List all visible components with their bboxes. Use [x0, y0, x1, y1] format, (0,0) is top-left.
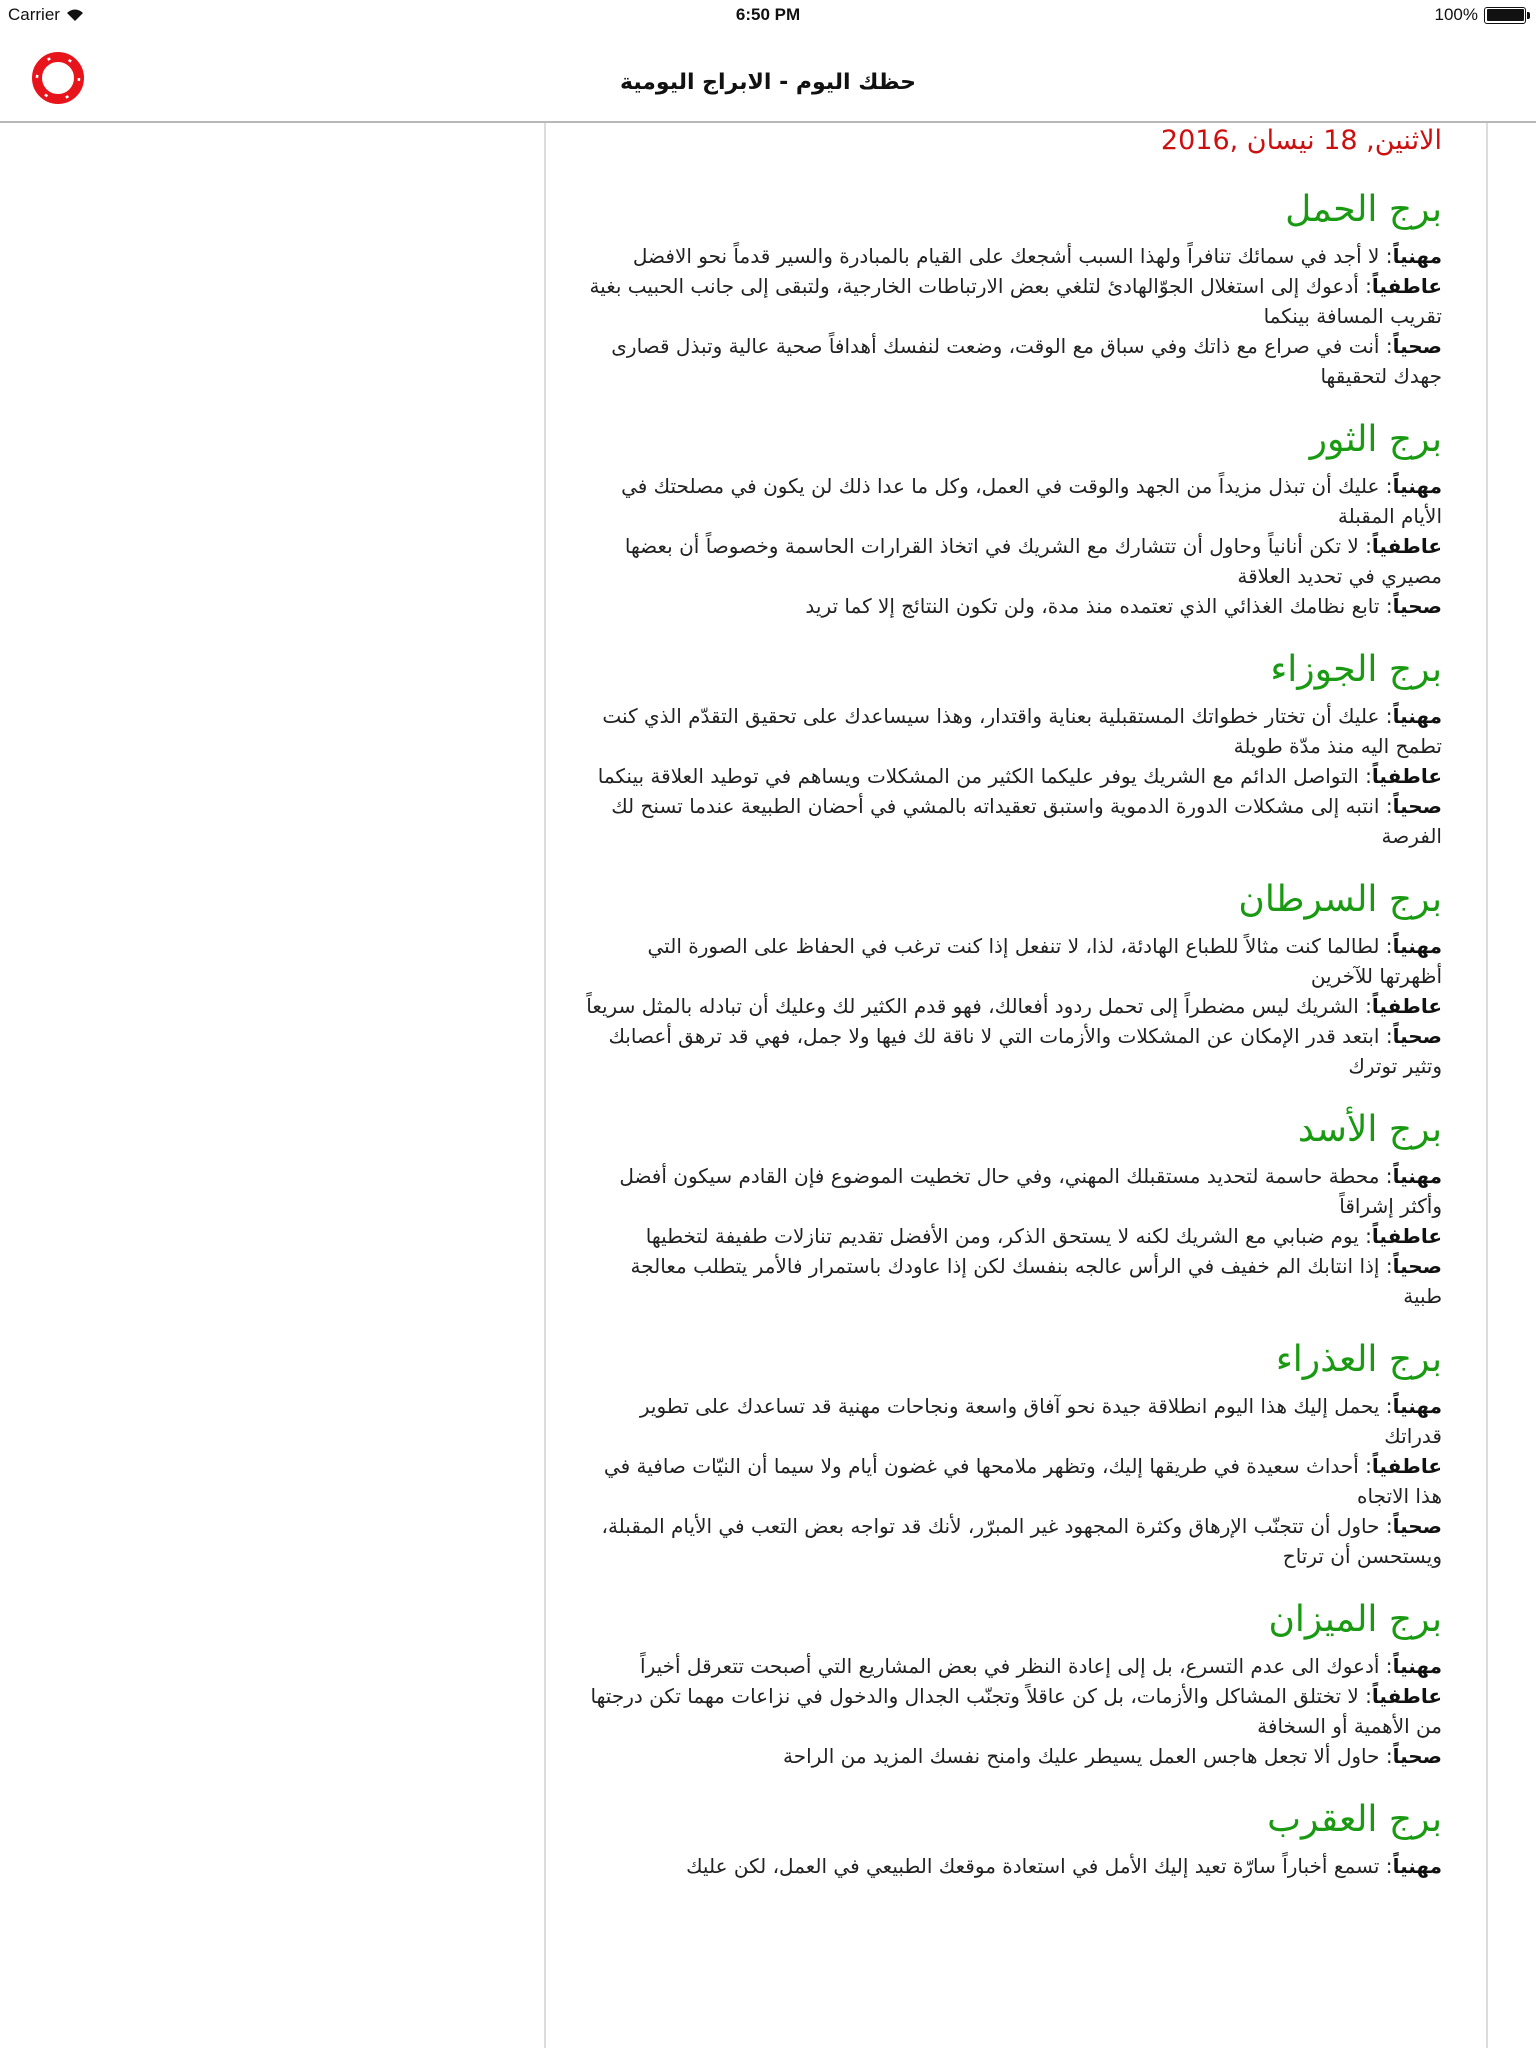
forecast-label: صحياً	[1392, 1254, 1442, 1278]
forecast-label: مهنياً	[1392, 1854, 1442, 1878]
forecast-text: حاول أن تتجنّب الإرهاق وكثرة المجهود غير المبرّر، لأنك قد تواجه بعض التعب في الأيام المقبلة، ويستحسن أن ترتاح	[601, 1514, 1442, 1568]
battery-fill	[1487, 9, 1524, 21]
battery-icon	[1484, 7, 1526, 24]
forecast-professional: مهنياً: عليك أن تبذل مزيداً من الجهد والوقت في العمل، وكل ما عدا ذلك لن يكون في مصلحتك في الأيام المقبلة	[621, 474, 1442, 528]
sign-block	[586, 413, 1442, 621]
page-title: حظك اليوم - الابراج اليومية	[619, 70, 917, 95]
forecast-label: مهنياً	[1392, 1394, 1442, 1418]
forecast-label: مهنياً	[1392, 244, 1442, 268]
sign-title: برج العذراء	[1275, 1339, 1442, 1380]
forecast-health: صحياً: انتبه إلى مشكلات الدورة الدموية واستبق تعقيداته بالمشي في أحضان الطبيعة عندما تسنح لك الفرصة	[611, 794, 1442, 848]
forecast-label: مهنياً	[1392, 704, 1442, 728]
sign-block	[586, 1333, 1442, 1571]
forecast-text: لا تكن أنانياً وحاول أن تتشارك مع الشريك في اتخاذ القرارات الحاسمة وخصوصاً أن بعضها مصيري في تحديد العلاقة	[624, 534, 1442, 588]
forecast-text: لا تختلق المشاكل والأزمات، بل كن عاقلاً وتجنّب الجدال والدخول في نزاعات مهما تكن درجتها من الأهمية أو السخافة	[590, 1684, 1442, 1738]
forecast-label: صحياً	[1392, 334, 1442, 358]
forecast-text: حاول ألا تجعل هاجس العمل يسيطر عليك وامنح نفسك المزيد من الراحة	[782, 1744, 1380, 1768]
forecast-label: صحياً	[1392, 794, 1442, 818]
forecast-text: انتبه إلى مشكلات الدورة الدموية واستبق تعقيداته بالمشي في أحضان الطبيعة عندما تسنح لك الفرصة	[611, 794, 1442, 848]
forecast-emotional: عاطفياً: أحداث سعيدة في طريقها إليك، وتظهر ملامحها في غضون أيام ولا سيما أن النيّات صافية في هذا الاتجاه	[603, 1454, 1442, 1508]
forecast-text: التواصل الدائم مع الشريك يوفر عليكما الكثير من المشكلات ويساهم في توطيد العلاقة بينكما	[597, 764, 1359, 788]
forecast-professional: مهنياً: لطالما كنت مثالاً للطباع الهادئة، لذا، لا تنفعل إذا كنت ترغب في الحفاظ على الصورة التي أظهرتها للآخرين	[647, 934, 1442, 988]
forecast-text: الشريك ليس مضطراً إلى تحمل ردود أفعالك، فهو قدم الكثير لك وعليك أن تبادله بالمثل سريعاً	[586, 994, 1359, 1018]
sign-block	[586, 1103, 1442, 1311]
forecast-health: صحياً: حاول أن تتجنّب الإرهاق وكثرة المجهود غير المبرّر، لأنك قد تواجه بعض التعب في الأيام المقبلة، ويستحسن أن ترتاح	[601, 1514, 1442, 1568]
sign-title: برج الميزان	[1268, 1599, 1442, 1640]
forecast-professional: مهنياً: أدعوك الى عدم التسرع، بل إلى إعادة النظر في بعض المشاريع التي أصبحت تتعرقل أخيراً	[640, 1654, 1442, 1678]
forecast-emotional: عاطفياً: أدعوك إلى استغلال الجوّالهادئ لتلغي بعض الارتباطات الخارجية، ولتبقى إلى جانب الحبيب بغية تقريب المسافة بينكما	[589, 274, 1442, 328]
sign-title: برج الثور	[1309, 419, 1442, 460]
status-bar	[0, 0, 1536, 32]
carrier-label: Carrier	[8, 5, 60, 24]
sign-block	[586, 1593, 1442, 1771]
forecast-health: صحياً: تابع نظامك الغذائي الذي تعتمده منذ مدة، ولن تكون النتائج إلا كما تريد	[805, 594, 1442, 618]
sign-title: برج الجوزاء	[1270, 649, 1442, 690]
forecast-professional: مهنياً: عليك أن تختار خطواتك المستقبلية بعناية واقتدار، وهذا سيساعدك على تحقيق التقدّم الذي كنت تطمح اليه منذ مدّة طويلة	[602, 704, 1442, 758]
forecast-text: لا أجد في سمائك تنافراً ولهذا السبب أشجعك على القيام بالمبادرة والسير قدماً نحو الافضل	[632, 244, 1380, 268]
forecast-label: عاطفياً	[1371, 1224, 1442, 1248]
forecast-health: صحياً: حاول ألا تجعل هاجس العمل يسيطر عليك وامنح نفسك المزيد من الراحة	[782, 1744, 1442, 1768]
sign-block	[586, 873, 1442, 1081]
forecast-health: صحياً: إذا انتابك الم خفيف في الرأس عالجه بنفسك لكن إذا عاودك باستمرار فالأمر يتطلب معالجة طبية	[630, 1254, 1442, 1308]
date-label: الاثنين, 18 نيسان ,2016	[1160, 125, 1442, 156]
forecast-label: مهنياً	[1392, 1164, 1442, 1188]
sign-block	[586, 1793, 1442, 1881]
forecast-label: عاطفياً	[1371, 994, 1442, 1018]
forecast-health: صحياً: ابتعد قدر الإمكان عن المشكلات والأزمات التي لا ناقة لك فيها ولا جمل، فهي قد ترهق أعصابك وتثير توترك	[608, 1024, 1442, 1078]
forecast-text: أنت في صراع مع ذاتك وفي سباق مع الوقت، وضعت لنفسك أهدافاً صحية عالية وتبذل قصارى جهدك لتحقيقها	[611, 334, 1442, 388]
forecast-text: عليك أن تبذل مزيداً من الجهد والوقت في العمل، وكل ما عدا ذلك لن يكون في مصلحتك في الأيام المقبلة	[621, 474, 1442, 528]
status-time: 6:50 PM	[735, 5, 801, 24]
forecast-text: يوم ضبابي مع الشريك لكنه لا يستحق الذكر، ومن الأفضل تقديم تنازلات طفيفة لتخطيها	[645, 1224, 1359, 1248]
sign-block	[586, 183, 1442, 391]
forecast-label: عاطفياً	[1371, 274, 1442, 298]
forecast-label: عاطفياً	[1371, 1454, 1442, 1478]
forecast-text: تسمع أخباراً سارّة تعيد إليك الأمل في استعادة موقعك الطبيعي في العمل، لكن عليك	[686, 1854, 1380, 1878]
forecast-text: لطالما كنت مثالاً للطباع الهادئة، لذا، لا تنفعل إذا كنت ترغب في الحفاظ على الصورة التي أظهرتها للآخرين	[647, 934, 1442, 988]
forecast-emotional: عاطفياً: لا تختلق المشاكل والأزمات، بل كن عاقلاً وتجنّب الجدال والدخول في نزاعات مهما تكن درجتها من الأهمية أو السخافة	[590, 1684, 1442, 1738]
forecast-label: صحياً	[1392, 594, 1442, 618]
sign-title: برج العقرب	[1267, 1799, 1442, 1840]
forecast-text: ابتعد قدر الإمكان عن المشكلات والأزمات التي لا ناقة لك فيها ولا جمل، فهي قد ترهق أعصابك وتثير توترك	[608, 1024, 1442, 1078]
sign-title: برج الأسد	[1297, 1109, 1442, 1150]
forecast-text: عليك أن تختار خطواتك المستقبلية بعناية واقتدار، وهذا سيساعدك على تحقيق التقدّم الذي كنت تطمح اليه منذ مدّة طويلة	[602, 704, 1442, 758]
forecast-text: تابع نظامك الغذائي الذي تعتمده منذ مدة، ولن تكون النتائج إلا كما تريد	[805, 594, 1380, 618]
forecast-label: مهنياً	[1392, 934, 1442, 958]
forecast-professional: مهنياً: يحمل إليك هذا اليوم انطلاقة جيدة نحو آفاق واسعة ونجاحات مهنية قد تساعدك على تطوير قدراتك	[639, 1394, 1442, 1448]
sign-title: برج الحمل	[1285, 189, 1442, 230]
forecast-label: صحياً	[1392, 1024, 1442, 1048]
forecast-professional: مهنياً: تسمع أخباراً سارّة تعيد إليك الأمل في استعادة موقعك الطبيعي في العمل، لكن عليك	[686, 1854, 1442, 1878]
forecast-text: أدعوك الى عدم التسرع، بل إلى إعادة النظر في بعض المشاريع التي أصبحت تتعرقل أخيراً	[640, 1654, 1380, 1678]
forecast-emotional: عاطفياً: يوم ضبابي مع الشريك لكنه لا يستحق الذكر، ومن الأفضل تقديم تنازلات طفيفة لتخطيها	[645, 1224, 1442, 1248]
sign-title: برج السرطان	[1238, 879, 1442, 920]
navigation-bar	[0, 32, 1536, 123]
forecast-label: عاطفياً	[1371, 534, 1442, 558]
signs-list	[586, 183, 1442, 1881]
forecast-label: صحياً	[1392, 1744, 1442, 1768]
battery-percent: 100%	[1434, 5, 1478, 24]
forecast-professional: مهنياً: لا أجد في سمائك تنافراً ولهذا السبب أشجعك على القيام بالمبادرة والسير قدماً نحو الافضل	[632, 244, 1442, 268]
forecast-text: أدعوك إلى استغلال الجوّالهادئ لتلغي بعض الارتباطات الخارجية، ولتبقى إلى جانب الحبيب بغية تقريب المسافة بينكما	[589, 274, 1442, 328]
forecast-label: صحياً	[1392, 1514, 1442, 1538]
forecast-health: صحياً: أنت في صراع مع ذاتك وفي سباق مع الوقت، وضعت لنفسك أهدافاً صحية عالية وتبذل قصارى جهدك لتحقيقها	[611, 334, 1442, 388]
forecast-text: محطة حاسمة لتحديد مستقبلك المهني، وفي حال تخطيت الموضوع فإن القادم سيكون أفضل وأكثر إشراقاً	[619, 1164, 1442, 1218]
forecast-label: مهنياً	[1392, 1654, 1442, 1678]
forecast-emotional: عاطفياً: لا تكن أنانياً وحاول أن تتشارك مع الشريك في اتخاذ القرارات الحاسمة وخصوصاً أن بعضها مصيري في تحديد العلاقة	[624, 534, 1442, 588]
forecast-text: أحداث سعيدة في طريقها إليك، وتظهر ملامحها في غضون أيام ولا سيما أن النيّات صافية في هذا الاتجاه	[603, 1454, 1442, 1508]
forecast-label: مهنياً	[1392, 474, 1442, 498]
forecast-text: إذا انتابك الم خفيف في الرأس عالجه بنفسك لكن إذا عاودك باستمرار فالأمر يتطلب معالجة طبية	[630, 1254, 1442, 1308]
battery-indicator	[1435, 5, 1526, 25]
forecast-text: يحمل إليك هذا اليوم انطلاقة جيدة نحو آفاق واسعة ونجاحات مهنية قد تساعدك على تطوير قدراتك	[639, 1394, 1442, 1448]
forecast-professional: مهنياً: محطة حاسمة لتحديد مستقبلك المهني، وفي حال تخطيت الموضوع فإن القادم سيكون أفضل وأكثر إشراقاً	[619, 1164, 1442, 1218]
horoscope-content[interactable]	[544, 123, 1488, 2048]
forecast-emotional: عاطفياً: التواصل الدائم مع الشريك يوفر عليكما الكثير من المشكلات ويساهم في توطيد العلاقة بينكما	[597, 764, 1442, 788]
forecast-emotional: عاطفياً: الشريك ليس مضطراً إلى تحمل ردود أفعالك، فهو قدم الكثير لك وعليك أن تبادله بالمثل سريعاً	[586, 994, 1442, 1018]
forecast-label: عاطفياً	[1371, 1684, 1442, 1708]
forecast-label: عاطفياً	[1371, 764, 1442, 788]
sign-block	[586, 643, 1442, 851]
